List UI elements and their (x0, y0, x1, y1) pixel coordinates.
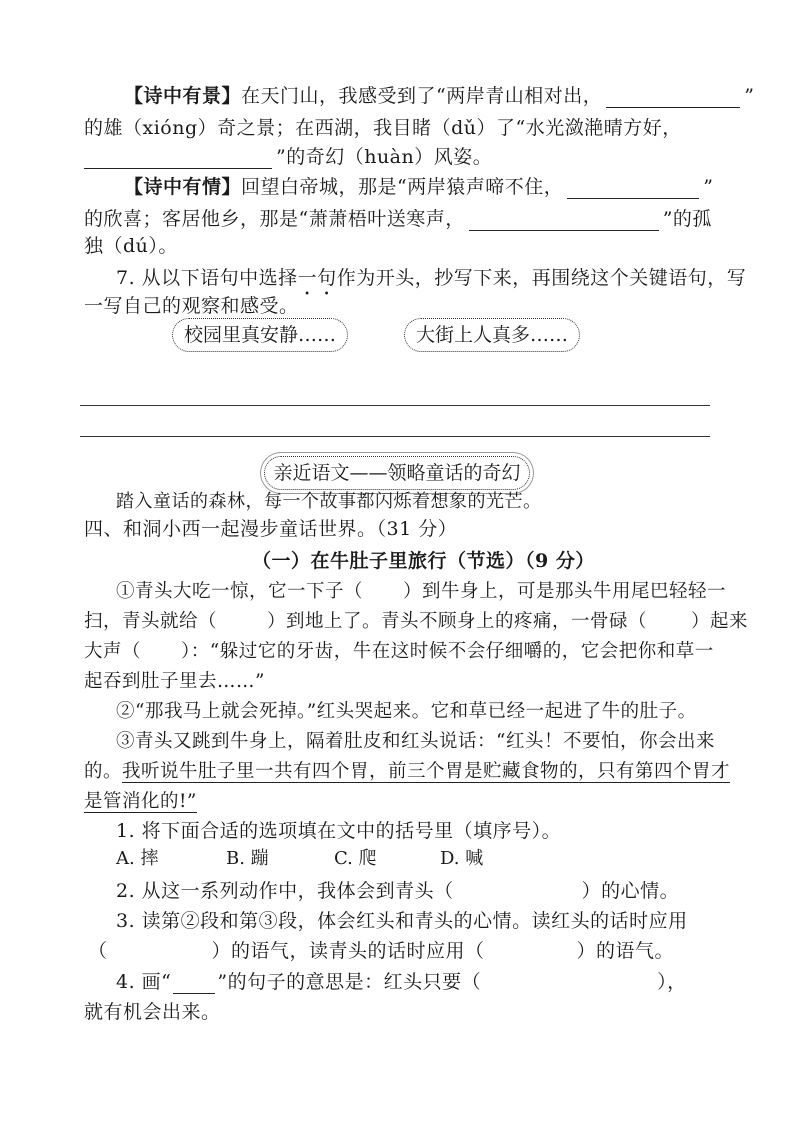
underline-symbol (173, 975, 215, 994)
question-4-line-2: 就有机会出来。 (84, 1001, 221, 1023)
choice-a: A. 摔 (116, 848, 159, 869)
poem-feeling-tag: 【诗中有情】 (124, 176, 242, 198)
passage-p1-line-2: 扫，青头就给（ ）到地上了。青头不顾身上的疼痛，一骨碌（ ）起来 (84, 611, 749, 632)
choice-b: B. 蹦 (226, 848, 269, 869)
answer-blank[interactable] (469, 212, 659, 231)
passage-p3-line-3 (84, 790, 197, 814)
question-3-line-1: 3. 读第②段和第③段，体会红头和青头的心情。读红头的话时应用 (116, 910, 688, 932)
passage-p1-line-4: 起吞到肚子里去……” (84, 671, 265, 692)
poem-scene-line-2: 的雄（xióng）奇之景；在西湖，我目睹（dǔ）了“水光潋滟晴方好， (84, 117, 682, 139)
question-2: 2. 从这一系列动作中，我体会到青头（ ）的心情。 (116, 880, 680, 902)
passage-p1-line-1: ①青头大吃一惊，它一下子（ ）到牛身上，可是那头牛用尾巴轻轻一 (116, 581, 727, 602)
writing-line[interactable] (80, 436, 710, 437)
poem-scene-line-3: ”的奇幻（huàn）风姿。 (84, 145, 492, 169)
poem-scene-tag: 【诗中有景】 (124, 85, 242, 107)
section-intro: 踏入童话的森林，每一个故事都闪烁着想象的光芒。 (116, 491, 542, 512)
underlined-sentence: 我听说牛肚子里一共有四个胃，前三个胃是贮藏食物的，只有第四个胃才 (122, 761, 731, 782)
question-4-line-1: 4. 画“ ”的句子的意思是：红头只要（ ）， (116, 971, 687, 993)
q7-option-b[interactable]: 大街上人真多…… (404, 318, 580, 352)
question-3-line-2: （ ）的语气，读青头的话时应用（ ）的语气。 (88, 940, 675, 962)
q7-line-1: 7. 从以下语句中选择一句作为开头，抄写下来，再围绕这个关键语句，写 (116, 267, 747, 289)
poem-scene-line-1: 【诗中有景】在天门山，我感受到了“两岸青山相对出， ” (124, 85, 755, 107)
answer-blank[interactable] (567, 180, 699, 199)
poem-feeling-line-1: 【诗中有情】回望白帝城，那是“两岸猿声啼不住， ” (124, 176, 714, 198)
q7-line-2: 一写自己的观察和感受。 (84, 295, 299, 317)
section-banner: 亲近语文——领略童话的奇幻 (264, 456, 530, 490)
underlined-sentence-end: 是管消化的!” (84, 791, 197, 812)
poem-feeling-line-2: 的欣喜；客居他乡，那是“萧萧梧叶送寒声， ”的孤 (84, 208, 712, 230)
answer-blank[interactable] (606, 89, 740, 108)
passage-p1-line-3: 大声（ ）：“躲过它的牙齿，牛在这时候不会仔细嚼的，它会把你和草一 (84, 641, 714, 662)
passage-p3-line-1: ③青头又跳到牛身上，隔着肚皮和红头说话：“红头！不要怕，你会出来 (116, 731, 715, 752)
question-1: 1. 将下面合适的选项填在文中的括号里（填序号）。 (116, 820, 562, 842)
passage-p3-line-2: 的。我听说牛肚子里一共有四个胃，前三个胃是贮藏食物的，只有第四个胃才 (84, 761, 731, 782)
q7-option-a[interactable]: 校园里真安静…… (172, 318, 348, 352)
passage-p2: ②“那我马上就会死掉。”红头哭起来。它和草已经一起进了牛的肚子。 (116, 701, 697, 722)
sub-heading: （一）在牛肚子里旅行（节选）（9 分） (252, 550, 595, 572)
poem-feeling-line-3: 独（dú）。 (84, 235, 178, 257)
writing-line[interactable] (80, 405, 710, 406)
section-heading: 四、和洞小西一起漫步童话世界。（31 分） (84, 518, 458, 540)
choice-c: C. 爬 (334, 848, 377, 869)
answer-blank[interactable] (84, 150, 272, 169)
choice-d: D. 喊 (440, 848, 484, 869)
